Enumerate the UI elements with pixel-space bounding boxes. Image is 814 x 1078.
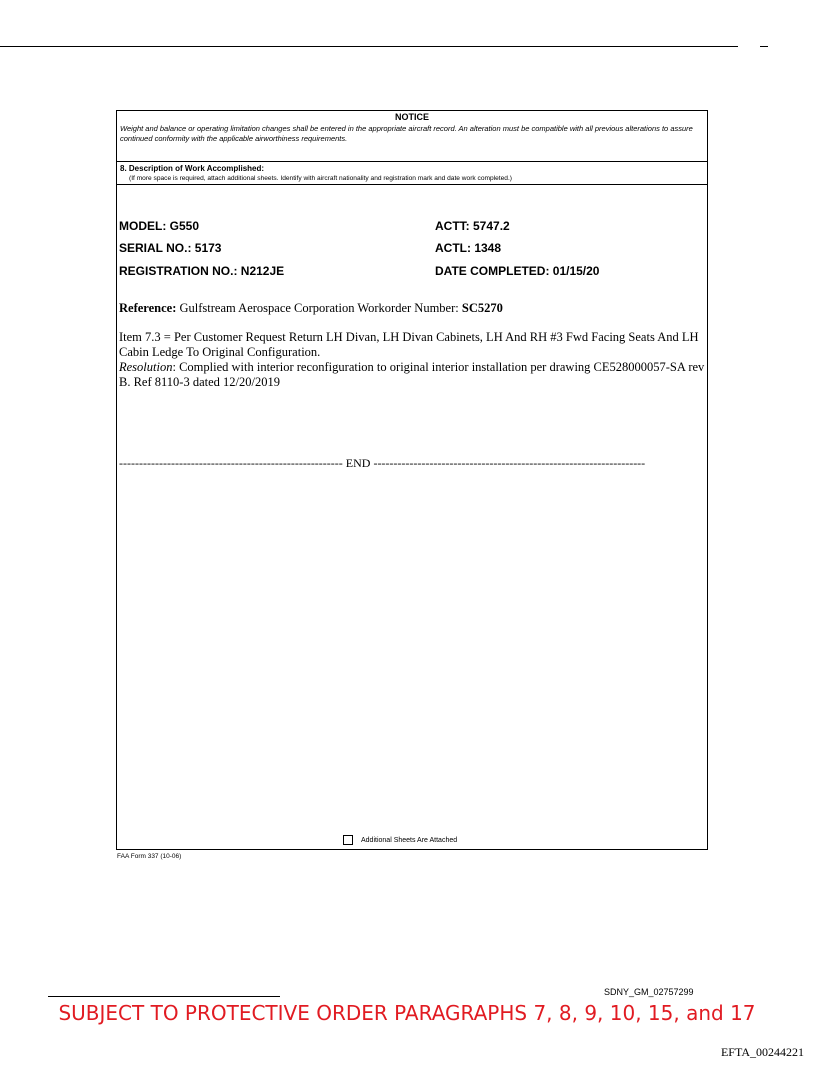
- resolution-label: Resolution: [119, 360, 173, 374]
- end-line: -------------------------------------------------------- END --------------------------------------------------------------------: [119, 456, 646, 470]
- notice-title: NOTICE: [394, 112, 429, 122]
- registration-field: REGISTRATION NO.: N212JE: [119, 264, 285, 278]
- additional-sheets-label: Additional Sheets Are Attached: [361, 837, 458, 844]
- additional-sheets-checkbox[interactable]: [343, 835, 353, 845]
- top-dash: [760, 46, 768, 47]
- reference-line: [119, 301, 705, 316]
- date-completed-field: DATE COMPLETED: 01/15/20: [435, 264, 600, 278]
- form-number: FAA Form 337 (10-06): [117, 853, 182, 860]
- footer-rule: [48, 996, 280, 997]
- efta-number: EFTA_00244221: [720, 1045, 804, 1059]
- workorder-number: SC5270: [461, 301, 503, 315]
- section-title: Description of Work Accomplished:: [128, 164, 265, 173]
- model-field: MODEL: G550: [119, 219, 200, 233]
- top-rule: [0, 46, 738, 47]
- section-number: 8.: [120, 164, 127, 173]
- actl-field: ACTL: 1348: [435, 241, 502, 255]
- resolution-paragraph: [119, 360, 705, 390]
- additional-sheets-row: [343, 835, 457, 847]
- faa-form-337-page: [116, 110, 708, 850]
- section-note-rule: [117, 184, 707, 185]
- protective-order-banner: SUBJECT TO PROTECTIVE ORDER PARAGRAPHS 7, 8, 9, 10, 15, and 17: [58, 1001, 756, 1025]
- section-note: (If more space is required, attach additional sheets. Identify with aircraft nationality and registration mark and date work completed.): [129, 175, 512, 182]
- bates-number: SDNY_GM_02757299: [604, 987, 694, 997]
- item-text: Item 7.3 = Per Customer Request Return LH Divan, LH Divan Cabinets, LH And RH #3 Fwd Facing Seats And LH Cabin Ledge To Original Configuration.: [119, 330, 699, 359]
- reference-label: Reference:: [119, 301, 177, 315]
- notice-body: Weight and balance or operating limitation changes shall be entered in the appropriate aircraft record. An alteration must be compatible with all previous alterations to assure continued conformity with the applicable airworthiness requirements.: [120, 124, 693, 143]
- resolution-text: : Complied with interior reconfiguration to original interior installation per drawing CE528000057-SA rev B. Ref 8110-3 dated 12/20/2019: [119, 360, 705, 389]
- section-divider: [117, 161, 707, 162]
- section-heading: [120, 163, 264, 174]
- serial-field: SERIAL NO.: 5173: [119, 241, 222, 255]
- actt-field: ACTT: 5747.2: [435, 219, 510, 233]
- reference-text: Gulfstream Aerospace Corporation Workorder Number:: [179, 301, 459, 315]
